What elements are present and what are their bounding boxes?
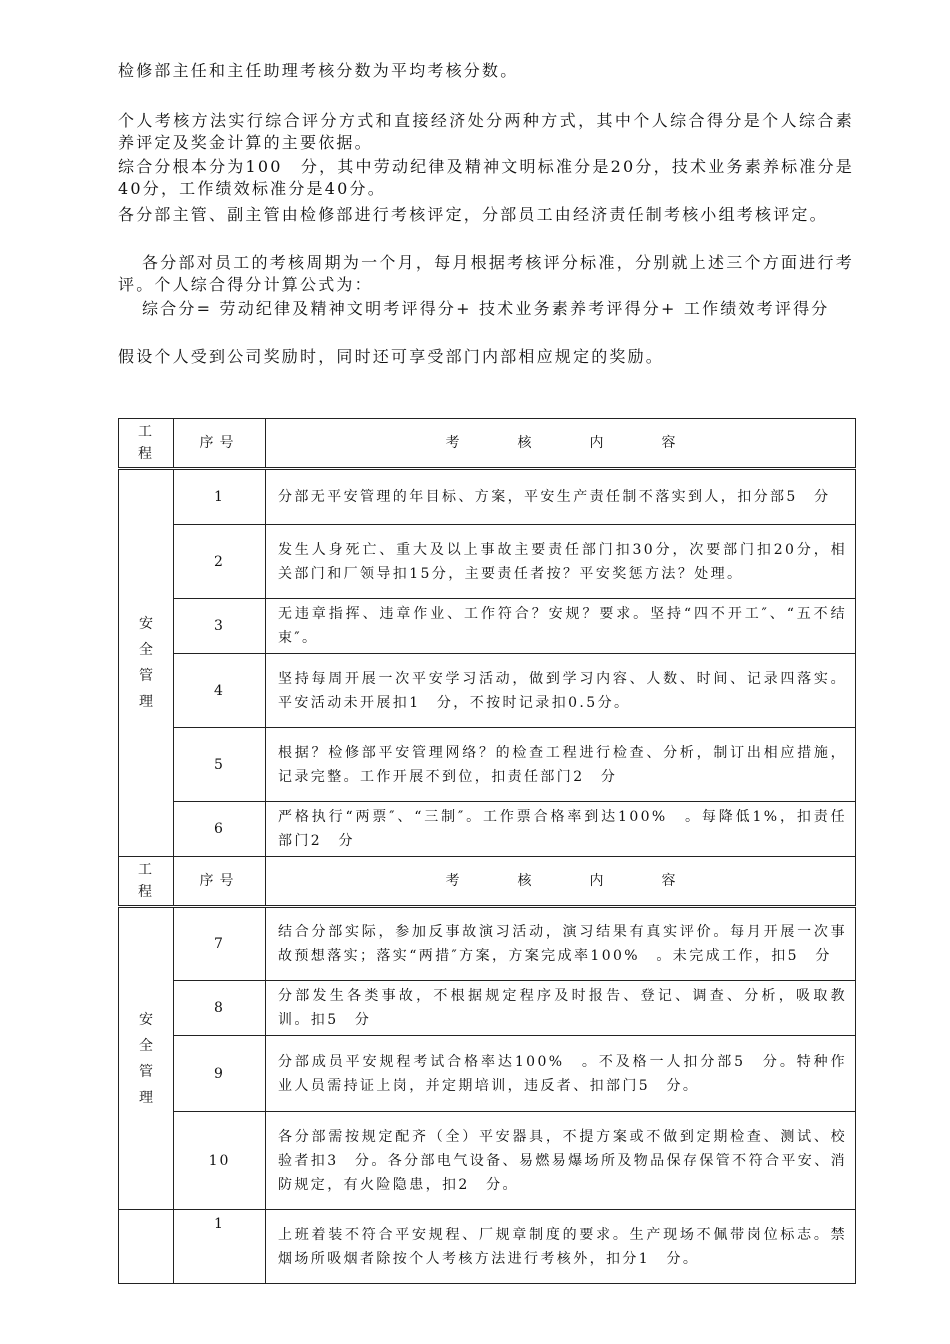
table-row <box>119 1036 856 1112</box>
row-content: 无违章指挥、违章作业、工作符合？安规？要求。坚持“四不开工″、“五不结束″。 <box>266 599 856 654</box>
table-row <box>119 728 856 802</box>
header-seq: 序号 <box>174 419 266 469</box>
row-content: 各分部需按规定配齐（全）平安器具，不提方案或不做到定期检查、测试、校验者扣3 分。各分部电气设备、易燃易爆场所及物品保存保管不符合平安、消防规定，有火险隐患，扣2 分。 <box>266 1112 856 1210</box>
paragraph-evaluators: 各分部主管、副主管由检修部进行考核评定，分部员工由经济责任制考核小组考核评定。 <box>118 205 828 224</box>
table-row <box>119 907 856 981</box>
row-number: 6 <box>174 802 266 857</box>
table-row <box>119 1210 856 1284</box>
row-number: 7 <box>174 907 266 981</box>
category-empty <box>119 1210 174 1284</box>
table-row <box>119 1112 856 1210</box>
assessment-table <box>118 418 856 1284</box>
table-row <box>119 981 856 1036</box>
paragraph-assessment-method: 个人考核方法实行综合评分方式和直接经济处分两种方式，其中个人综合得分是个人综合素养评定及奖金计算的主要依据。 <box>118 111 854 152</box>
table-row <box>119 525 856 599</box>
row-content: 严格执行“两票″、“三制″。工作票合格率到达100% 。每降低1%，扣责任部门2 分 <box>266 802 856 857</box>
table-row <box>119 802 856 857</box>
row-content: 分部发生各类事故，不根据规定程序及时报告、登记、调查、分析，吸取教训。扣5 分 <box>266 981 856 1036</box>
row-number: 4 <box>174 654 266 728</box>
header-project: 工 程 <box>119 857 174 907</box>
row-content: 根据？检修部平安管理网络？的检查工程进行检查、分析，制订出相应措施，记录完整。工作开展不到位，扣责任部门2 分 <box>266 728 856 802</box>
paragraph-base-score: 综合分根本分为100 分，其中劳动纪律及精神文明标准分是20分，技术业务素养标准分是40分，工作绩效标准分是40分。 <box>118 157 854 198</box>
header-project: 工 程 <box>119 419 174 469</box>
paragraph-formula: 综合分= 劳动纪律及精神文明考评得分+ 技术业务素养考评得分+ 工作绩效考评得分 <box>142 299 830 318</box>
table-header-row <box>119 419 856 469</box>
header-content: 考 核 内 容 <box>266 419 856 469</box>
table-header-row <box>119 857 856 907</box>
table-row <box>119 654 856 728</box>
paragraph-cycle: 各分部对员工的考核周期为一个月，每月根据考核评分标准，分别就上述三个方面进行考评。个人综合得分计算公式为： <box>118 253 854 294</box>
paragraph-reward: 假设个人受到公司奖励时，同时还可享受部门内部相应规定的奖励。 <box>118 347 665 366</box>
header-content: 考 核 内 容 <box>266 857 856 907</box>
row-number: 1 <box>174 469 266 525</box>
table-row <box>119 599 856 654</box>
category-safety-management: 安 全 管 理 <box>119 469 174 857</box>
row-content: 发生人身死亡、重大及以上事故主要责任部门扣30分，次要部门扣20分，相关部门和厂领导扣15分，主要责任者按？平安奖惩方法？处理。 <box>266 525 856 599</box>
table-row <box>119 469 856 525</box>
row-number: 1 <box>174 1210 266 1284</box>
row-content: 分部成员平安规程考试合格率达100% 。不及格一人扣分部5 分。特种作业人员需持证上岗，并定期培训，违反者、扣部门5 分。 <box>266 1036 856 1112</box>
header-seq: 序号 <box>174 857 266 907</box>
row-number: 9 <box>174 1036 266 1112</box>
row-number: 5 <box>174 728 266 802</box>
paragraph-leaders-score: 检修部主任和主任助理考核分数为平均考核分数。 <box>118 61 519 80</box>
row-content: 结合分部实际，参加反事故演习活动，演习结果有真实评价。每月开展一次事故预想落实；落实“两措″方案，方案完成率100% 。未完成工作，扣5 分 <box>266 907 856 981</box>
category-safety-management: 安 全 管 理 <box>119 907 174 1210</box>
row-number: 10 <box>174 1112 266 1210</box>
row-content: 坚持每周开展一次平安学习活动，做到学习内容、人数、时间、记录四落实。平安活动未开展扣1 分，不按时记录扣0.5分。 <box>266 654 856 728</box>
row-content: 分部无平安管理的年目标、方案，平安生产责任制不落实到人，扣分部5 分 <box>266 469 856 525</box>
row-number: 8 <box>174 981 266 1036</box>
row-number: 2 <box>174 525 266 599</box>
row-number: 3 <box>174 599 266 654</box>
row-content: 上班着装不符合平安规程、厂规章制度的要求。生产现场不佩带岗位标志。禁烟场所吸烟者除按个人考核方法进行考核外，扣分1 分。 <box>266 1210 856 1284</box>
